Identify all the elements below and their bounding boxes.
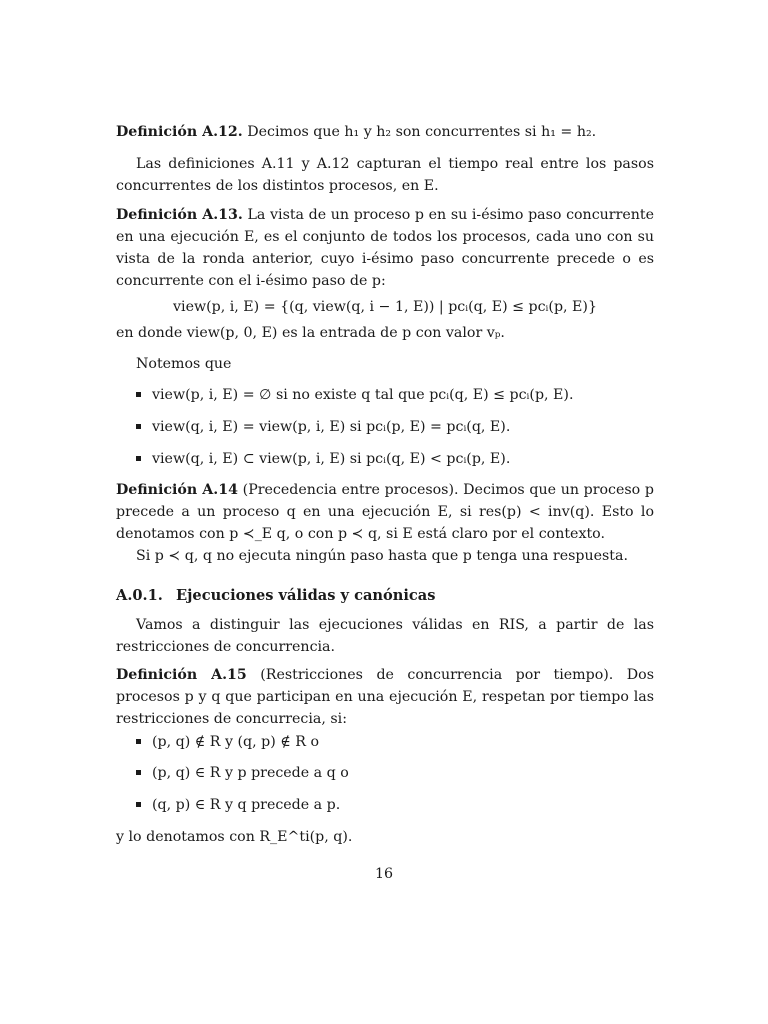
definition-a14-text: (Precedencia entre procesos). Decimos que un proceso p precede a un proceso q en una ejecución E, si res(p) < inv(q). Esto lo denotamos con p ≺_E q, o con p ≺ q, si E está claro por el contexto. — [116, 482, 654, 542]
definition-a13 — [116, 204, 654, 292]
definition-a13-label: Definición A.13. — [116, 207, 243, 223]
definition-a15 — [116, 664, 654, 730]
paragraph-precedence-note: Si p ≺ q, q no ejecuta ningún paso hasta que p tenga una respuesta. — [136, 548, 628, 564]
definition-a14 — [116, 479, 654, 545]
definition-a12-text: Decimos que h₁ y h₂ son concurrentes si h₁ = h₂. — [242, 124, 597, 140]
list-item-text: (q, p) ∈ R y q precede a p. — [152, 797, 341, 813]
bullet-marker — [136, 739, 141, 744]
section-title: Ejecuciones válidas y canónicas — [176, 587, 436, 604]
definition-a12-label: Definición A.12. — [116, 124, 243, 140]
closing-text: y lo denotamos con R_E^ti(p, q). — [116, 829, 353, 845]
page-number: 16 — [374, 866, 394, 882]
paragraph-valid-executions: Vamos a distinguir las ejecuciones válidas en RIS, a partir de las restricciones de concurrencia. — [116, 617, 654, 655]
list-item-text: view(q, i, E) = view(p, i, E) si pcᵢ(p, E) = pcᵢ(q, E). — [152, 419, 511, 435]
definition-a13-text: La vista de un proceso p en su i-ésimo paso concurrente en una ejecución E, es el conjunto de todos los procesos, cada uno con su vista de la ronda anterior, cuyo i-ésimo paso concurrente precede o es concurrente con el i-ésimo paso de p: — [116, 207, 654, 289]
section-heading — [116, 585, 435, 607]
definition-a15-label: Definición A.15 — [116, 667, 247, 683]
list-item-text: view(q, i, E) ⊂ view(p, i, E) si pcᵢ(q, E) < pcᵢ(p, E). — [152, 451, 511, 467]
list-item-text: (p, q) ∉ R y (q, p) ∉ R o — [152, 734, 320, 750]
definition-a15-text: (Restricciones de concurrencia por tiempo). Dos procesos p y q que participan en una ejecución E, respetan por tiempo las restricciones de concurrecia, si: — [116, 667, 654, 727]
list-item-text: (p, q) ∈ R y p precede a q o — [152, 765, 349, 781]
bullet-marker — [136, 802, 141, 807]
equation-where-text: en donde view(p, 0, E) es la entrada de p con valor vₚ. — [116, 325, 505, 341]
notemos-text: Notemos que — [136, 356, 232, 372]
bullet-marker — [136, 392, 141, 397]
list-item-text: view(p, i, E) = ∅ si no existe q tal que pcᵢ(q, E) ≤ pcᵢ(p, E). — [152, 387, 574, 403]
definition-a14-label: Definición A.14 — [116, 482, 238, 498]
paragraph-definitions-summary: Las definiciones A.11 y A.12 capturan el tiempo real entre los pasos concurrentes de los distintos procesos, en E. — [116, 156, 654, 194]
definition-a12 — [116, 121, 654, 143]
bullet-marker — [136, 424, 141, 429]
equation-view: view(p, i, E) = {(q, view(q, i − 1, E)) | pcᵢ(q, E) ≤ pcᵢ(p, E)} — [173, 299, 597, 315]
section-number: A.0.1. — [116, 587, 163, 604]
bullet-marker — [136, 456, 141, 461]
bullet-marker — [136, 770, 141, 775]
